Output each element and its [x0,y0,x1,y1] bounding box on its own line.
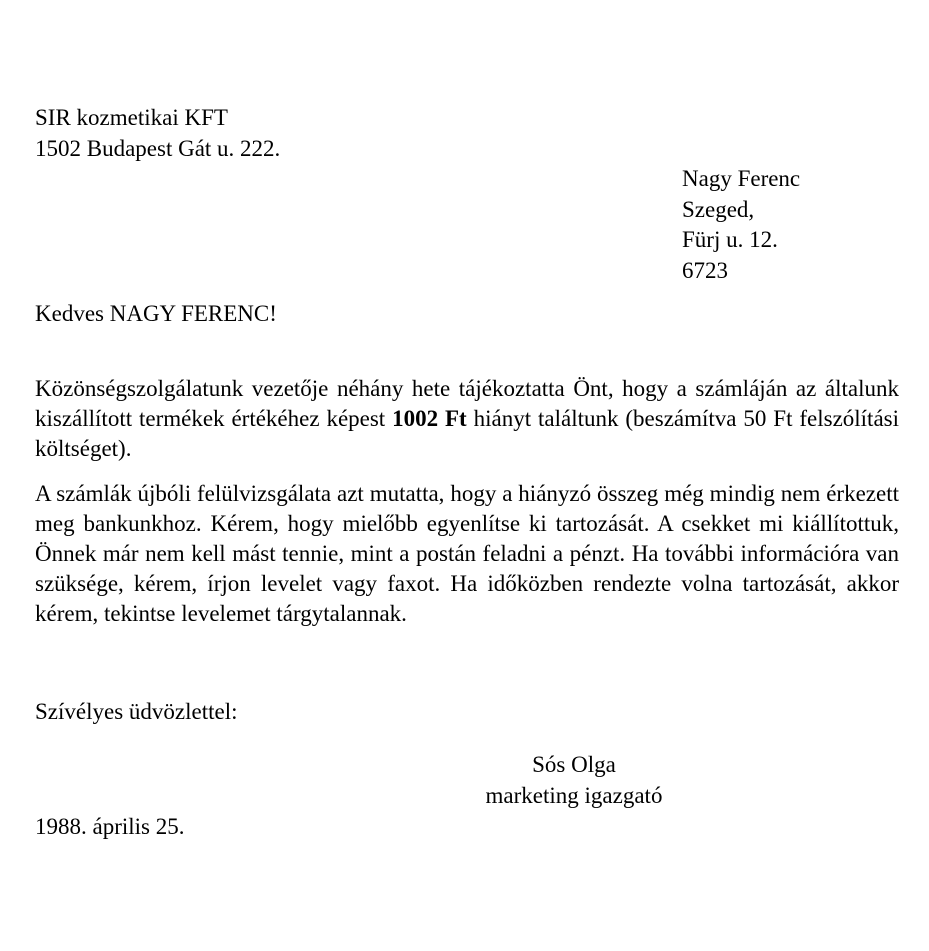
greeting: Kedves NAGY FERENC! [35,301,277,326]
sender-name: SIR kozmetikai KFT [35,105,228,130]
signature-name: Sós Olga [532,752,616,777]
closing: Szívélyes üdvözlettel: [35,699,238,724]
missing-amount: 1002 Ft [392,406,467,431]
paragraph-1 [35,374,899,464]
letter-date: 1988. április 25. [35,814,185,839]
recipient-zip: 6723 [682,258,728,283]
signature-title: marketing igazgató [485,783,663,808]
recipient-city: Szeged, [682,197,755,222]
recipient-street: Fürj u. 12. [682,227,778,252]
paragraph-1-after: hiányt találtunk (beszámítva 50 Ft felszólítási költséget). [35,406,899,461]
recipient-name: Nagy Ferenc [682,166,801,191]
paragraph-1-before: Közönségszolgálatunk vezetője néhány hete tájékoztatta Önt, hogy a számláján az általunk kiszállított termékek értékéhez képest [35,376,899,431]
paragraph-2: A számlák újbóli felülvizsgálata azt mutatta, hogy a hiányzó összeg még mindig nem érkezett meg bankunkhoz. Kérem, hogy mielőbb egyenlítse ki tartozását. A csekket mi kiállítottuk, Önnek már nem kell mást tennie, mint a postán feladni a pénzt. Ha további információra van szüksége, kérem, írjon levelet vagy faxot. Ha időközben rendezte volna tartozását, akkor kérem, tekintse levelemet tárgytalannak. [35,481,899,626]
sender-address: 1502 Budapest Gát u. 222. [35,136,281,161]
